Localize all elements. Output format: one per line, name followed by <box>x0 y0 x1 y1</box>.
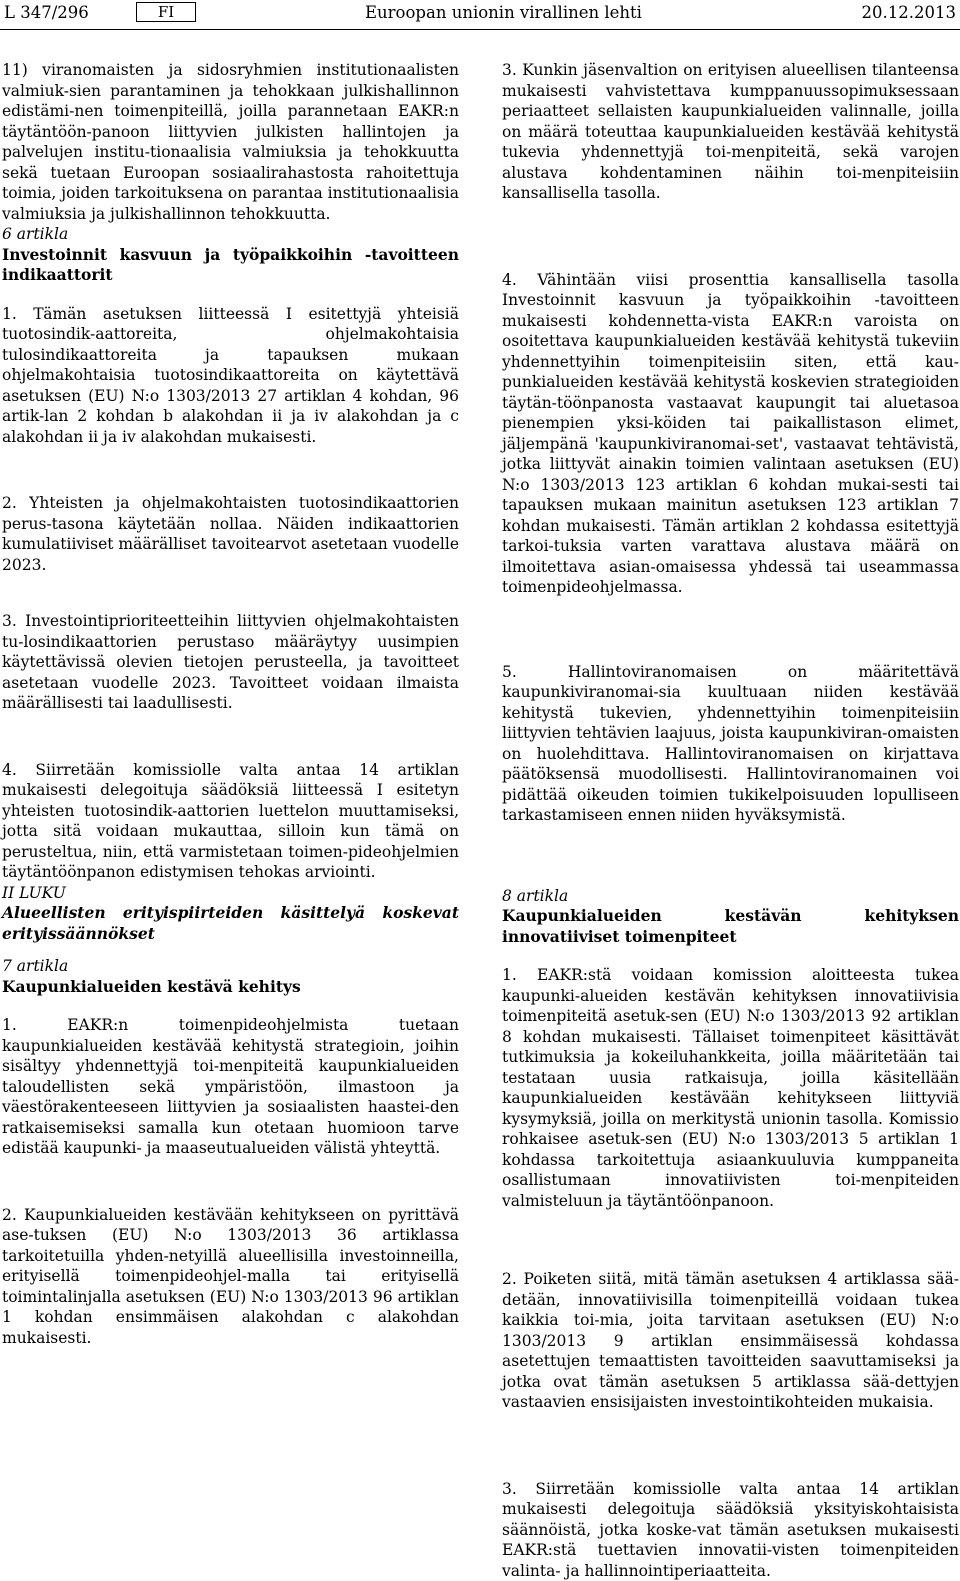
right-column <box>502 60 959 1581</box>
article-7-title: Kaupunkialueiden kestävä kehitys <box>2 977 459 998</box>
left-column <box>2 60 459 1348</box>
article-6-title: Investoinnit kasvuun ja työpaikkoihin -tavoitteen indikaattorit <box>2 245 459 286</box>
page-header <box>0 2 960 24</box>
article-8-title: Kaupunkialueiden kestävän kehityksen innovatiiviset toimenpiteet <box>502 906 959 947</box>
article-6-paragraph-3: 3. Investointiprioriteetteihin liittyvien ohjelmakohtaisten tu-losindikaattorien perustaso määräytyy uusimpien käytettävissä olevien tietojen perusteella, ja tavoitteet asetetaan vuodelle 2023. Tavoitteet voidaan ilmaista määrällisesti tai laadullisesti. <box>2 611 459 714</box>
article-7-paragraph-5: 5. Hallintoviranomaisen on määritettävä kaupunkiviranomai-sia kuultuaan niiden kestävää kehitystä tukevien, yhdennettyihin toimenpiteisiin liittyvien tehtävien laajuus, joista kaupunkiviran-omaisten on huolehdittava. Hallintoviranomaisen on kirjattava päätöksensä muodollisesti. Hallintoviranomainen voi pidättää oikeuden toimien tukikelpoisuuden lopulliseen tarkastamiseen ennen niiden hyväksymistä. <box>502 662 959 826</box>
article-8-paragraph-1: 1. EAKR:stä voidaan komission aloitteesta tukea kaupunki-alueiden kestävän kehityksen innovatiivisia toimenpiteitä asetuk-sen (EU) N:o 1303/2013 92 artiklan 8 kohdan mukaisesti. Tällaiset toimenpiteet käsittävät tutkimuksia ja kokeiluhankkeita, joilla määritetään tai testataan uusia ratkaisuja, joilla käsitellään kaupunkialueiden kestävään kehitykseen liittyviä kysymyksiä, joilla on merkitystä unionin tasolla. Komissio rohkaisee asetuk-sen (EU) N:o 1303/2013 5 artiklan 1 kohdassa tarkoitettuja asiaankuuluvia kumppaneita osallistumaan innovatiivisten toi-menpiteiden valmisteluun ja täytäntöönpanoon. <box>502 965 959 1211</box>
article-7-paragraph-1: 1. EAKR:n toimenpideohjelmista tuetaan kaupunkialueiden kestävää kehitystä strategioin, joihin sisältyy yhdennettyjä toi-menpiteitä kaupunkialueiden taloudellisten sekä ympäristöön, ilmastoon ja väestörakenteeseen liittyvien ja sosiaalisten haastei-den ratkaisemiseksi samalla kun otetaan huomioon tarve edistää kaupunki- ja maaseutualueiden välistä yhteyttä. <box>2 1015 459 1159</box>
article-8-paragraph-3: 3. Siirretään komissiolle valta antaa 14 artiklan mukaisesti delegoituja säädöksiä yksityiskohtaisista säännöistä, jotka koske-vat tämän asetuksen mukaisesti EAKR:stä tuettavien innovatii-visten toimenpiteiden valinta- ja hallinnointiperiaatteita. <box>502 1479 959 1581</box>
header-divider <box>0 29 960 30</box>
article-6-paragraph-4: 4. Siirretään komissiolle valta antaa 14 artiklan mukaisesti delegoituja säädöksiä liitteessä I esitetyn yhteisten tuotosindik-aattorien luettelon muuttamiseksi, jotta sitä voidaan mukauttaa, silloin kun tämä on perusteltua, niin, että varmistetaan toimen-pideohjelmien täytäntöönpanon edistymisen tehokas arviointi. <box>2 760 459 883</box>
article-6-paragraph-2: 2. Yhteisten ja ohjelmakohtaisten tuotosindikaattorien perus-tasona käytetään nollaa. Näiden indikaattorien kumulatiiviset määrälliset tavoitearvot asetetaan vuodelle 2023. <box>2 493 459 575</box>
article-7-paragraph-2: 2. Kaupunkialueiden kestävään kehitykseen on pyrittävä ase-tuksen (EU) N:o 1303/2013 36 artiklassa tarkoitetuilla yhden-netyillä alueellisilla investoinneilla, erityisellä toimenpideohjel-malla tai erityisellä toimintalinjalla asetuksen (EU) N:o 1303/2013 96 artiklan 1 kohdan ensimmäisen alakohdan c alakohdan mukaisesti. <box>2 1205 459 1349</box>
point-11-paragraph: 11) viranomaisten ja sidosryhmien institutionaalisten valmiuk-sien parantaminen ja tehokkaan julkishallinnon edistämi-nen toimenpiteillä, joilla parannetaan EAKR:n täytäntöön-panoon liittyvien julkisten hallintojen ja palvelujen institu-tionaalisia valmiuksia ja tehokkuutta sekä tuetaan Euroopan sosiaalirahastosta rahoitettuja toimia, joiden tarkoituksena on parantaa institutionaalisia valmiuksia ja julkishallinnon tehokkuutta. <box>2 60 459 224</box>
article-6-paragraph-1: 1. Tämän asetuksen liitteessä I esitettyjä yhteisiä tuotosindik-aattoreita, ohjelmakohtaisia tulosindikaattoreita ja tapauksen mukaan ohjelmakohtaisia tuotosindikaattoreita on käytettävä asetuksen (EU) N:o 1303/2013 27 artiklan 4 kohdan, 96 artik-lan 2 kohdan b alakohdan ii ja iv alakohdan ja c alakohdan ii ja iv alakohdan mukaisesti. <box>2 304 459 448</box>
article-8-number: 8 artikla <box>502 886 959 907</box>
article-7-paragraph-4: 4. Vähintään viisi prosenttia kansallisella tasolla Investoinnit kasvuun ja työpaikkoihin -tavoitteen mukaisesti kohdennetta-vista EAKR:n varoista on osoitettava kaupunkialueiden kestävää kehitystä tukeviin yhdennettyihin toimenpiteisiin siten, että kau-punkialueiden kestävää kehitystä koskevien strategioiden täytän-töönpanosta vastaavat kaupungit tai aluetasoa pienempien yksi-köiden tai paikallistason elimet, jäljempänä 'kaupunkiviranomai-set', vastaavat tehtävistä, jotka liittyvät ainakin toimien valintaan asetuksen (EU) N:o 1303/2013 123 artiklan 6 kohdan mukai-sesti tai tapauksen mukaan mainitun asetuksen 123 artiklan 7 kohdan mukaisesti. Tämän artiklan 2 kohdassa esitettyjä tarkoi-tuksia varten varattava alustava määrä on ilmoitettava asian-omaisessa yhdessä tai useammassa toimenpideohjelmassa. <box>502 270 959 598</box>
article-6-number: 6 artikla <box>2 224 459 245</box>
chapter-title: Alueellisten erityispiirteiden käsittelyä koskevat erityissäännökset <box>2 903 459 944</box>
article-8-paragraph-2: 2. Poiketen siitä, mitä tämän asetuksen 4 artiklassa sää-detään, innovatiivisilla toimenpiteillä voidaan tukea kaikkia toi-mia, joita tarvitaan asetuksen (EU) N:o 1303/2013 9 artiklan ensimmäisessä kohdassa asetettujen temaattisten tavoitteiden saavuttamiseksi ja jotka ovat tämän asetuksen 5 artiklassa sää-dettyjen vastaavien ensisijaisten investointikohteiden mukaisia. <box>502 1269 959 1413</box>
chapter-number: II LUKU <box>2 883 459 904</box>
journal-title: Euroopan unionin virallinen lehti <box>365 2 642 24</box>
page-reference: L 347/296 <box>4 2 89 24</box>
article-7-paragraph-3: 3. Kunkin jäsenvaltion on erityisen alueellisen tilanteensa mukaisesti vahvistettava kumppanuussopimuksessaan periaatteet sellaisten kaupunkialueiden valinnalle, joilla on määrä toteuttaa kaupunkialueiden kestävää kehitystä tukevia yhdennettyjä toi-menpiteitä, sekä varojen alustava kohdentaminen näihin toi-menpiteisiin kansallisella tasolla. <box>502 60 959 204</box>
language-badge: FI <box>136 2 196 22</box>
article-7-number: 7 artikla <box>2 956 459 977</box>
publication-date: 20.12.2013 <box>862 2 956 24</box>
